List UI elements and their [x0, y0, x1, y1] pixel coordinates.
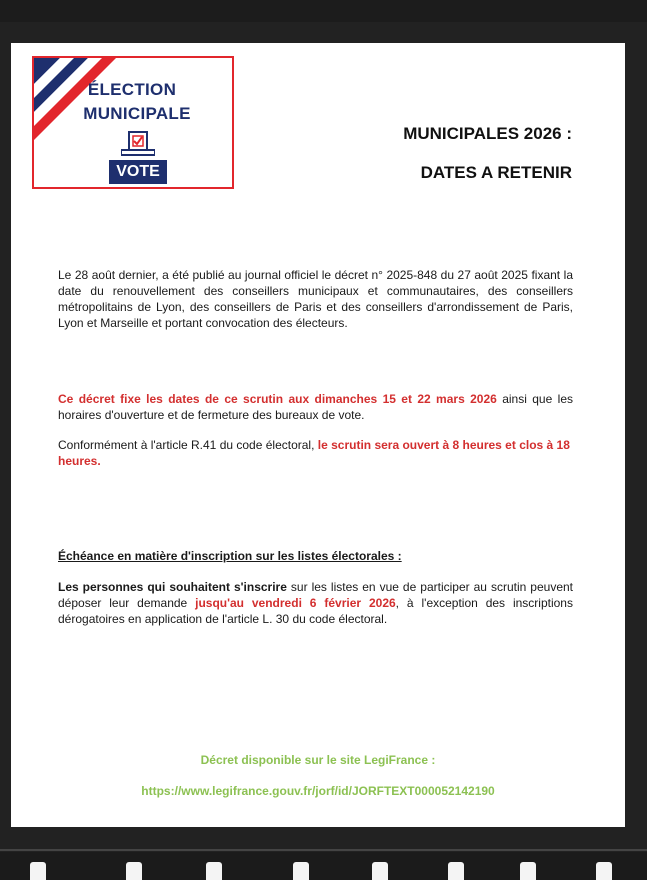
- divider-line: [0, 849, 647, 851]
- screen-top-edge: [0, 0, 647, 22]
- hours-comma: ,: [311, 438, 318, 452]
- legifrance-link[interactable]: https://www.legifrance.gouv.fr/jorf/id/JORFTEXT000052142190: [141, 784, 495, 798]
- decree-label: Décret disponible sur le site LegiFrance :: [200, 753, 436, 767]
- hours-highlight: le scrutin sera ouvert à 8 heures et clos à 18 heures.: [58, 438, 570, 468]
- logo-line-2: MUNICIPALE: [83, 104, 191, 123]
- document-page: [11, 43, 625, 827]
- toolbar-icon-3[interactable]: [206, 862, 222, 880]
- section-title: [58, 548, 573, 564]
- section-title-text: Échéance en matière d'inscription sur les listes électorales :: [58, 549, 402, 563]
- toolbar-icon-2[interactable]: [126, 862, 142, 880]
- registration-end: , à l'exception des inscriptions dérogatoires en application de l'article L. 30 du code électoral.: [58, 596, 573, 626]
- page-title-line-1: MUNICIPALES 2026 :: [403, 124, 572, 143]
- page-title-line-2: DATES A RETENIR: [420, 163, 572, 182]
- hours-paragraph: [58, 437, 573, 469]
- registration-middle: sur les listes en vue de participer au scrutin peuvent déposer leur demande: [58, 580, 574, 610]
- toolbar-icon-6[interactable]: [448, 862, 464, 880]
- dates-rest: ainsi que les horaires d'ouverture et de fermeture des bureaux de vote.: [58, 392, 574, 422]
- toolbar-icon-5[interactable]: [372, 862, 388, 880]
- toolbar-icon-4[interactable]: [293, 862, 309, 880]
- ballot-box-icon: [121, 130, 155, 162]
- toolbar-icon-1[interactable]: [30, 862, 46, 880]
- logo-line-1: ÉLECTION: [87, 80, 177, 99]
- intro-paragraph: Le 28 août dernier, a été publié au journal officiel le décret n° 2025-848 du 27 août 2025 fixant la date du renouvellement des conseillers municipaux et communautaires, des conseillers métropolitains de Lyon, des conseillers de Paris et des conseillers d'arrondissement de Paris, Lyon et Marseille et portant convocation des électeurs.: [58, 268, 573, 330]
- election-logo: [32, 56, 234, 189]
- toolbar-icon-7[interactable]: [520, 862, 536, 880]
- vote-box: VOTE: [109, 160, 167, 184]
- registration-bold: Les personnes qui souhaitent s'inscrire: [58, 580, 287, 594]
- registration-deadline: jusqu'au vendredi 6 février 2026: [195, 596, 396, 610]
- bottom-toolbar: [0, 852, 647, 880]
- toolbar-icon-8[interactable]: [596, 862, 612, 880]
- registration-paragraph: [58, 579, 573, 627]
- dates-paragraph: [58, 391, 573, 423]
- dates-highlight: Ce décret fixe les dates de ce scrutin aux dimanches 15 et 22 mars 2026: [58, 392, 497, 406]
- hours-article: Conformément à l'article R.41 du code électoral: [58, 438, 312, 452]
